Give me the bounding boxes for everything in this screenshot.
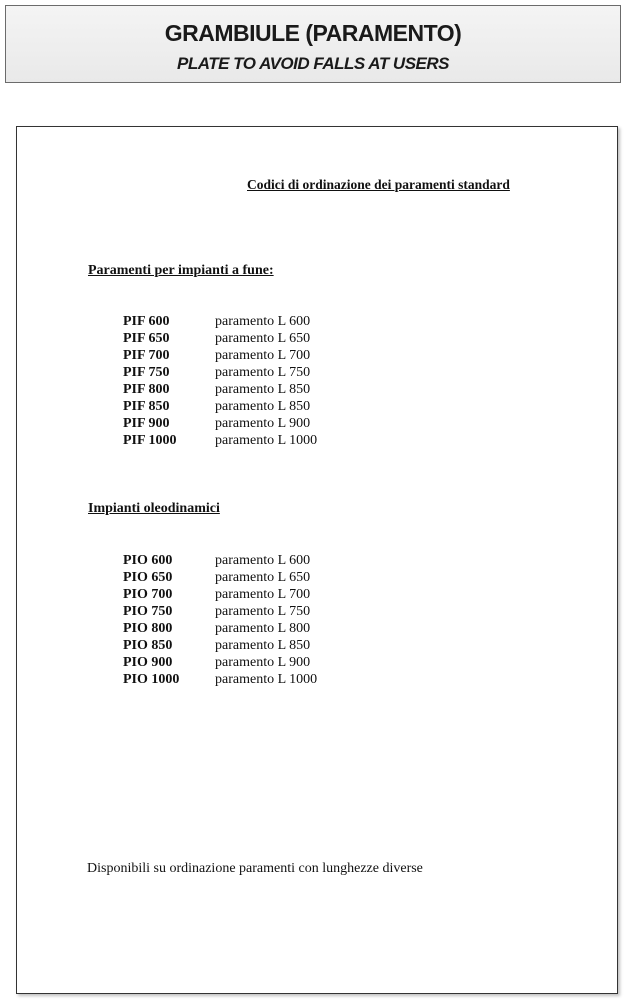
section-title-fune: Paramenti per impianti a fune: <box>88 263 274 278</box>
list-item <box>123 620 317 637</box>
order-description: paramento L 600 <box>215 553 311 568</box>
order-code: PIO 850 <box>123 638 173 653</box>
order-code: PIO 900 <box>123 655 173 670</box>
list-item <box>123 654 317 671</box>
order-description: paramento L 600 <box>215 314 311 329</box>
list-item <box>123 569 317 586</box>
list-item <box>123 552 317 569</box>
order-description: paramento L 1000 <box>215 433 318 448</box>
order-code: PIF 850 <box>123 399 170 414</box>
order-description: paramento L 900 <box>215 416 311 431</box>
code-list-fune <box>123 313 317 449</box>
order-description: paramento L 700 <box>215 587 311 602</box>
order-description: paramento L 850 <box>215 382 311 397</box>
order-code: PIF 600 <box>123 314 170 329</box>
page-title: GRAMBIULE (PARAMENTO) <box>164 20 462 46</box>
list-item <box>123 330 317 347</box>
list-item <box>123 313 317 330</box>
order-code: PIF 1000 <box>123 433 177 448</box>
list-item <box>123 603 317 620</box>
page-subtitle: PLATE TO AVOID FALLS AT USERS <box>177 54 449 73</box>
order-code: PIF 750 <box>123 365 170 380</box>
header-banner <box>5 5 621 83</box>
list-item <box>123 415 317 432</box>
list-item <box>123 671 317 688</box>
order-description: paramento L 1000 <box>215 672 318 687</box>
order-code: PIO 600 <box>123 553 173 568</box>
list-item <box>123 347 317 364</box>
order-code: PIF 800 <box>123 382 170 397</box>
order-description: paramento L 800 <box>215 621 311 636</box>
order-code: PIF 700 <box>123 348 170 363</box>
list-item <box>123 637 317 654</box>
order-code: PIO 700 <box>123 587 173 602</box>
order-description: paramento L 850 <box>215 638 311 653</box>
order-code: PIO 800 <box>123 621 173 636</box>
order-description: paramento L 900 <box>215 655 311 670</box>
list-item <box>123 381 317 398</box>
order-description: paramento L 750 <box>215 365 311 380</box>
list-item <box>123 398 317 415</box>
order-code: PIF 650 <box>123 331 170 346</box>
footer-note: Disponibili su ordinazione paramenti con lunghezze diverse <box>87 861 423 876</box>
order-description: paramento L 650 <box>215 570 311 585</box>
order-description: paramento L 650 <box>215 331 311 346</box>
order-code: PIO 1000 <box>123 672 180 687</box>
list-item <box>123 586 317 603</box>
list-item <box>123 432 317 449</box>
order-description: paramento L 750 <box>215 604 311 619</box>
order-description: paramento L 850 <box>215 399 311 414</box>
order-description: paramento L 700 <box>215 348 311 363</box>
list-item <box>123 364 317 381</box>
code-list-oleodinamici <box>123 552 317 688</box>
order-code: PIO 650 <box>123 570 173 585</box>
order-code: PIO 750 <box>123 604 173 619</box>
section-title-oleodinamici: Impianti oleodinamici <box>88 501 220 516</box>
document-heading: Codici di ordinazione dei paramenti standard <box>247 177 510 192</box>
document-page <box>16 126 618 994</box>
order-code: PIF 900 <box>123 416 170 431</box>
